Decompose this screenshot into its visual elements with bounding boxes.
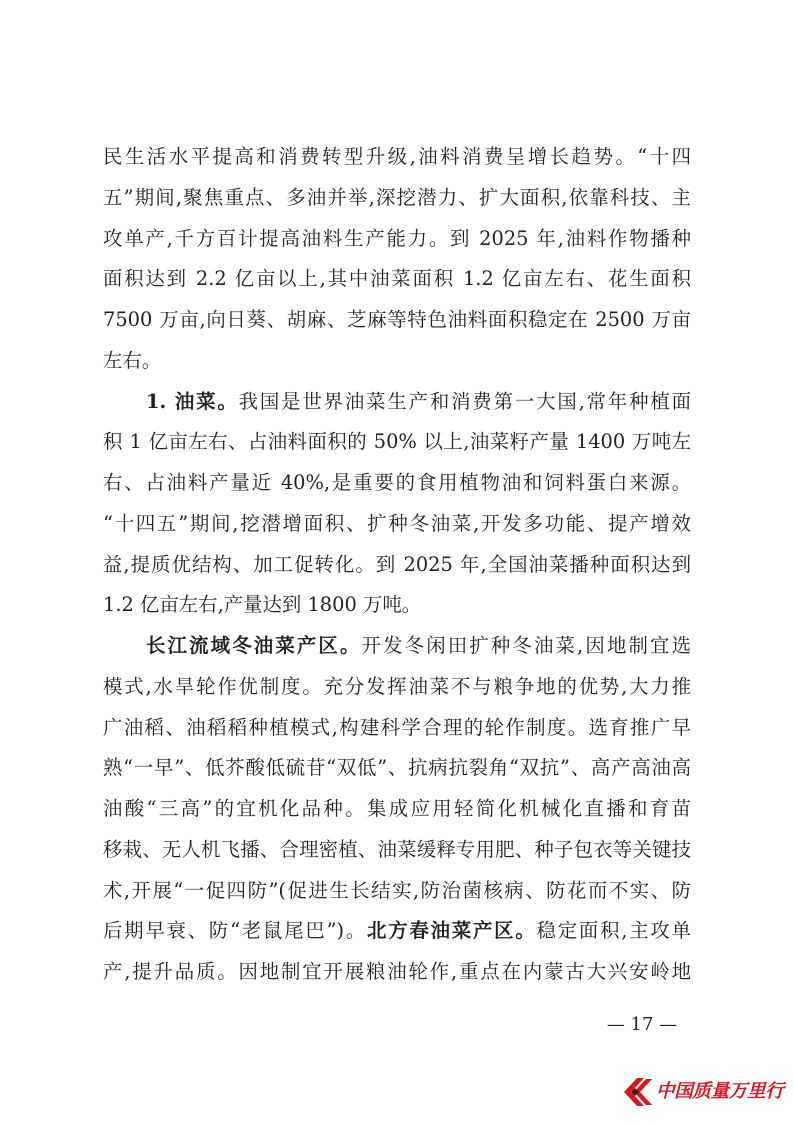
- paragraph-rapeseed: [103, 382, 691, 627]
- page-number: — 17 —: [606, 1014, 678, 1035]
- paragraph-line: [103, 382, 691, 423]
- paragraph-line: 左右。: [103, 348, 162, 372]
- paragraph-text: 后期早衰、防“老鼠尾巴”)。: [103, 919, 368, 943]
- paragraph-line: 五”期间,聚焦重点、多油并举,深挖潜力、扩大面积,依靠科技、主: [103, 185, 691, 209]
- chevron-logo-icon: [620, 1075, 654, 1109]
- paragraph-line: 右、占油料产量近 40%,是重要的食用植物油和饲料蛋白来源。: [103, 471, 691, 494]
- paragraph-text: 我国是世界油菜生产和消费第一大国,常年种植面: [238, 389, 691, 413]
- paragraph-line: 油酸“三高”的宜机化品种。集成应用轻简化机械化直播和育苗: [103, 797, 691, 820]
- paragraph-line: 面积达到 2.2 亿亩以上,其中油菜面积 1.2 亿亩左右、花生面积: [103, 267, 691, 291]
- watermark-logo: [620, 1072, 788, 1112]
- paragraph-line: 攻单产,千方百计提高油料生产能力。到 2025 年,油料作物播种: [103, 226, 691, 250]
- paragraph-rapeseed-regions: [103, 626, 691, 993]
- paragraph-line: “十四五”期间,挖潜增面积、扩种冬油菜,开发多功能、提产增效: [103, 511, 691, 535]
- section-heading: 1. 油菜。: [146, 389, 239, 413]
- paragraph-line: 民生活水平提高和消费转型升级,油料消费呈增长趋势。“十四: [103, 145, 691, 168]
- paragraph-line: 移栽、无人机飞播、合理密植、油菜缓释专用肥、种子包衣等关键技: [103, 837, 691, 861]
- paragraph-text: 稳定面积,主攻单: [536, 919, 691, 943]
- paragraph-line: 7500 万亩,向日葵、胡麻、芝麻等特色油料面积稳定在 2500 万亩: [103, 308, 691, 331]
- region-heading-north: 北方春油菜产区。: [367, 919, 537, 943]
- region-heading-yangtze: 长江流域冬油菜产区。: [146, 634, 362, 657]
- paragraph-line: [103, 911, 691, 952]
- paragraph-line: 产,提升品质。因地制宜开展粮油轮作,重点在内蒙古大兴安岭地: [103, 960, 691, 983]
- paragraph-oil-consumption: [103, 137, 691, 382]
- watermark-text: 中国质量万里行: [656, 1081, 784, 1102]
- paragraph-line: [103, 626, 691, 667]
- paragraph-line: 广油稻、油稻稻种植模式,构建科学合理的轮作制度。选育推广早: [103, 715, 691, 739]
- paragraph-line: 术,开展“一促四防”(促进生长结实,防治菌核病、防花而不实、防: [103, 878, 691, 902]
- document-body: [103, 137, 691, 993]
- paragraph-line: 熟“一早”、低芥酸低硫苷“双低”、抗病抗裂角“双抗”、高产高油高: [103, 756, 691, 780]
- paragraph-line: 益,提质优结构、加工促转化。到 2025 年,全国油菜播种面积达到: [103, 552, 691, 576]
- paragraph-line: 模式,水旱轮作优制度。充分发挥油菜不与粮争地的优势,大力推: [103, 674, 691, 698]
- paragraph-line: 1.2 亿亩左右,产量达到 1800 万吨。: [103, 593, 422, 617]
- paragraph-line: 积 1 亿亩左右、占油料面积的 50% 以上,油菜籽产量 1400 万吨左: [103, 430, 691, 454]
- paragraph-text: 开发冬闲田扩种冬油菜,因地制宜选: [361, 634, 691, 657]
